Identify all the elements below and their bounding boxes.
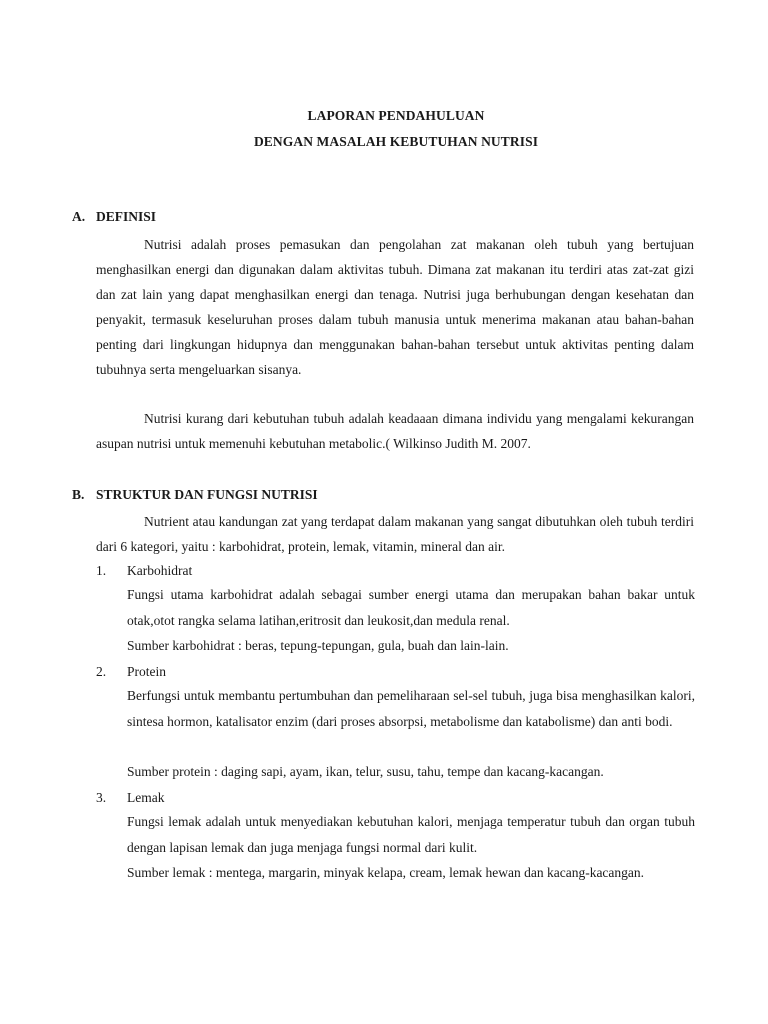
list-item-1-source: Sumber karbohidrat : beras, tepung-tepungan, gula, buah dan lain-lain. [127,638,509,653]
list-item-2-title: Protein [127,664,166,679]
list-item-1-number: 1. [96,563,107,578]
list-item-2-number: 2. [96,664,107,679]
document-title-line-2: DENGAN MASALAH KEBUTUHAN NUTRISI [253,134,539,149]
list-item-1-title: Karbohidrat [127,563,193,578]
section-b-intro: Nutrient atau kandungan zat yang terdapat dalam makanan yang sangat dibutuhkan oleh tubuh terdiri dari 6 kategori, yaitu : karbohidrat, protein, lemak, vitamin, mineral dan air. [96,514,694,554]
section-a-paragraph-2: Nutrisi kurang dari kebutuhan tubuh adalah keadaaan dimana individu yang mengalami kekurangan asupan nutrisi untuk memenuhi kebutuhan metabolic.( Wilkinso Judith M. 2007. [96,411,694,451]
section-b-title: STRUKTUR DAN FUNGSI NUTRISI [96,487,318,502]
section-a-title: DEFINISI [96,209,157,224]
section-a-heading [72,209,156,225]
list-item-2-header [96,664,166,680]
section-b-letter: B. [72,487,85,502]
list-item-3-source: Sumber lemak : mentega, margarin, minyak kelapa, cream, lemak hewan dan kacang-kacangan. [127,865,645,880]
section-a-paragraph-1: Nutrisi adalah proses pemasukan dan pengolahan zat makanan oleh tubuh yang bertujuan menghasilkan energi dan digunakan dalam aktivitas tubuh. Dimana zat makanan itu terdiri atas zat-zat gizi dan zat lain yang dapat menghasilkan energi dan tenaga. Nutrisi juga berhubungan dengan kesehatan dan penyakit, termasuk keseluruhan proses dalam tubuh manusia untuk menerima makanan atau bahan-bahan penting dari lingkungan hidupnya dan menggunakan bahan-bahan tersebut untuk aktivitas penting dalam tubuhnya serta mengeluarkan sisanya. [96,237,694,377]
list-item-2-function: Berfungsi untuk membantu pertumbuhan dan pemeliharaan sel-sel tubuh, juga bisa menghasilkan kalori, sintesa hormon, katalisator enzim (dari proses absorpsi, metabolisme dan katabolisme) dan anti bodi. [127,688,695,729]
list-item-3-function: Fungsi lemak adalah untuk menyediakan kebutuhan kalori, menjaga temperatur tubuh dan organ tubuh dengan lapisan lemak dan juga menjaga fungsi normal dari kulit. [127,814,695,855]
list-item-2-source: Sumber protein : daging sapi, ayam, ikan, telur, susu, tahu, tempe dan kacang-kacangan. [127,764,604,779]
section-b-heading [72,487,318,503]
list-item-1-header [96,563,192,579]
list-item-3-number: 3. [96,790,107,805]
list-item-3-title: Lemak [127,790,165,805]
document-title-line-1: LAPORAN PENDAHULUAN [307,108,485,123]
section-a-letter: A. [72,209,86,224]
list-item-3-header [96,790,164,806]
list-item-1-function: Fungsi utama karbohidrat adalah sebagai sumber energi utama dan merupakan bahan bakar untuk otak,otot rangka selama latihan,eritrosit dan leukosit,dan medula renal. [127,587,695,628]
